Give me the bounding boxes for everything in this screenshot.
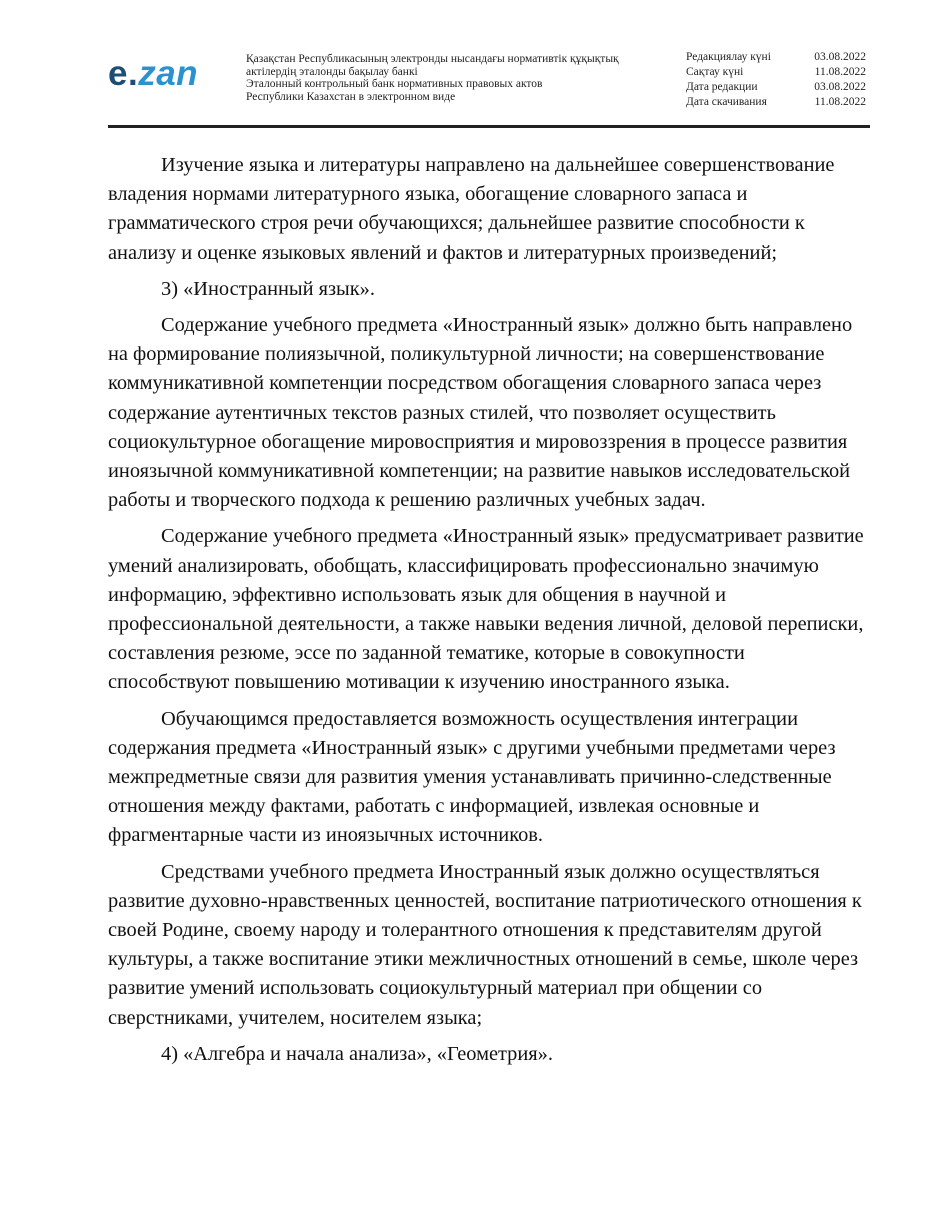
ezan-logo: e.zan xyxy=(108,54,199,93)
paragraph: Обучающимся предоставляется возможность осуществления интеграции содержания предмета «Иностранный язык» с другими учебными предметами через межпредметные связи для развития умения устанавливать причинно-следственные отношения между фактами, работать с информацией, извлекая основные и фрагментарные части из иноязычных источников. xyxy=(108,707,836,847)
document-body xyxy=(108,151,868,1076)
paragraph: Средствами учебного предмета Иностранный язык должно осуществляться развитие духовно-нравственных ценностей, воспитание патриотического отношения к своей Родине, своему народу и толерантного отношения к представителям другой культуры, а также воспитание этики межличностных отношений в семье, школе через развитие умений использовать социокультурный материал при общении со сверстниками, учителем, носителем языка; xyxy=(108,860,862,1029)
header-divider xyxy=(108,125,870,128)
header-kz-line-2: актілердің эталонды бақылау банкі xyxy=(246,65,418,78)
header-ru-line-1: Эталонный контрольный банк нормативных правовых актов xyxy=(246,78,543,90)
paragraph: Содержание учебного предмета «Иностранный язык» предусматривает развитие умений анализировать, обобщать, классифицировать профессионально значимую информацию, эффективно использовать язык для общения в научной и профессиональной деятельности, а также навыки ведения личной, деловой переписки, составления резюме, эссе по заданной тематике, которые в совокупности способствуют повышению мотивации к изучению иностранного языка. xyxy=(108,525,864,694)
paragraph: 3) «Иностранный язык». xyxy=(161,277,375,300)
paragraph: 4) «Алгебра и начала анализа», «Геометрия». xyxy=(161,1042,553,1065)
header-bank-title xyxy=(246,53,666,103)
paragraph: Изучение языка и литературы направлено на дальнейшее совершенствование владения нормами литературного языка, обогащение словарного запаса и грамматического строя речи обучающихся; дальнейшее развитие способности к анализу и оценке языковых явлений и фактов и литературных произведений; xyxy=(108,154,835,264)
paragraph: Содержание учебного предмета «Иностранный язык» должно быть направлено на формирование полиязычной, поликультурной личности; на совершенствование коммуникативной компетенции посредством обогащения словарного запаса через содержание аутентичных текстов разных стилей, что позволяет осуществить социокультурное обогащение мировосприятия и мировоззрения в процессе развития иноязычной коммуникативной компетенции; на развитие навыков исследовательской работы и творческого подхода к решению различных учебных задач. xyxy=(108,314,853,512)
meta-row-edit-date-ru: Дата редакции 03.08.2022 xyxy=(686,81,866,93)
meta-row-download-date-ru: Дата скачивания 11.08.2022 xyxy=(686,96,866,108)
header-dates xyxy=(686,50,866,110)
header-ru-line-2: Республики Казахстан в электронном виде xyxy=(246,90,456,103)
meta-row-edit-date-kz: Редакциялау күні 03.08.2022 xyxy=(686,51,866,63)
document-header xyxy=(0,0,935,130)
meta-row-save-date-kz: Сақтау күні 11.08.2022 xyxy=(686,66,866,78)
header-kz-line-1: Қазақстан Республикасының электронды нысандағы нормативтік құқықтық xyxy=(246,53,619,65)
